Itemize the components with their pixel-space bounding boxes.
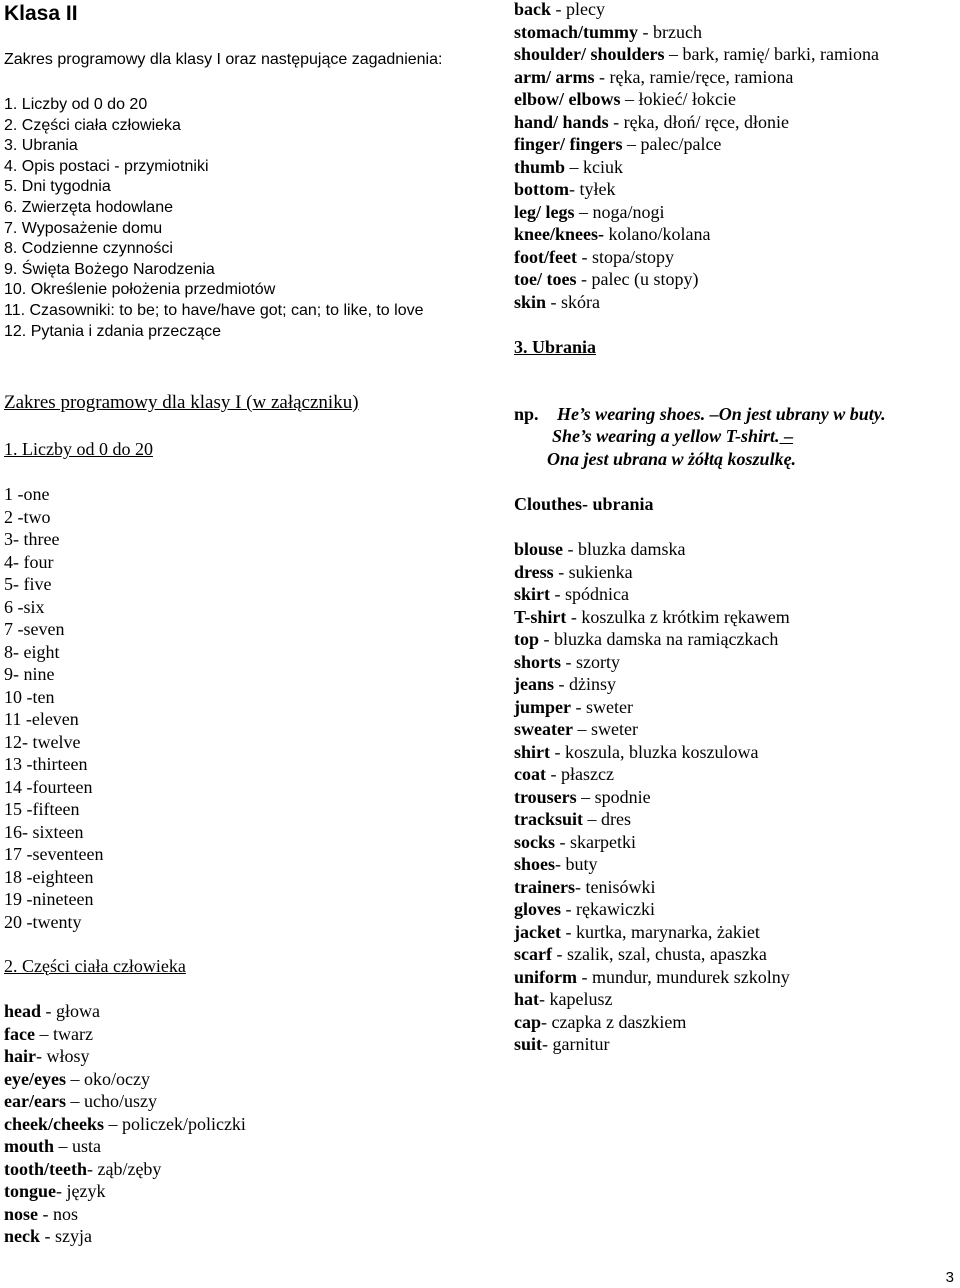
term-pl: - sukienka [553, 561, 633, 582]
term-en: suit [514, 1034, 543, 1054]
clothes-list [514, 538, 790, 1056]
body-parts-list-left [4, 1000, 246, 1248]
term-pl: - koszulka z krótkim rękawem [566, 606, 790, 627]
term-pl: - dżinsy [554, 674, 616, 694]
term-en: shoes [514, 854, 556, 874]
topic-item: 8. Codzienne czynności [4, 240, 173, 258]
term-en: thumb [514, 156, 566, 177]
topic-item: 4. Opis postaci - przymiotniki [4, 157, 209, 175]
body-part-item [514, 178, 879, 201]
term-en: coat [514, 764, 546, 784]
example-line-3 [547, 449, 796, 470]
topic-item: 9. Święta Bożego Narodzenia [4, 260, 215, 278]
number-item: 10 -ten [4, 686, 55, 707]
term-en: hat [514, 989, 540, 1009]
term-pl: - tenisówki [574, 876, 656, 897]
term-pl: - włosy [36, 1046, 90, 1066]
number-item: 19 -nineteen [4, 889, 94, 909]
clothes-item [514, 876, 790, 899]
term-pl: - szalik, szal, chusta, apaszka [551, 944, 767, 964]
term-en: tooth/teeth [4, 1158, 87, 1179]
number-item: 8- eight [4, 641, 60, 662]
term-pl: - stopa/stopy [576, 246, 674, 267]
clothes-item [514, 808, 790, 831]
term-en: shirt [514, 741, 550, 762]
number-item: 3- three [4, 529, 60, 549]
body-part-item [514, 88, 879, 111]
number-item: 1 -one [4, 484, 50, 504]
topics-list [4, 95, 424, 342]
term-pl: - bluzka damska [563, 539, 686, 559]
clothes-item [514, 741, 790, 764]
page-title: Klasa II [4, 2, 78, 25]
body-part-item [4, 1000, 246, 1023]
topic-item: 10. Określenie położenia przedmiotów [4, 281, 276, 299]
number-item: 6 -six [4, 596, 45, 617]
number-item: 15 -fifteen [4, 799, 80, 819]
body-part-item [514, 133, 879, 156]
term-pl: - szorty [561, 651, 620, 672]
term-en: jumper [514, 696, 571, 717]
term-pl: - język [56, 1181, 106, 1201]
term-en: foot/feet [514, 246, 577, 267]
term-en: head [4, 1001, 42, 1021]
body-part-item [4, 1068, 246, 1091]
number-item: 14 -fourteen [4, 776, 93, 797]
term-pl: – sweter [572, 719, 638, 739]
term-en: knee/knees- [514, 224, 604, 244]
example-prefix: np. [514, 404, 539, 424]
body-part-item [4, 1203, 246, 1226]
term-pl: - ręka, dłoń/ ręce, dłonie [608, 111, 789, 132]
body-part-item [514, 0, 879, 21]
term-en: arm/ arms [514, 66, 595, 87]
term-en: back [514, 0, 552, 19]
topic-item: 1. Liczby od 0 do 20 [4, 96, 148, 113]
topic-item: 11. Czasowniki: to be; to have/have got; can; to like, to love [4, 301, 424, 319]
clothes-subheading: Clouthes- ubrania [514, 494, 654, 514]
clothes-item [514, 763, 790, 786]
number-item: 11 -eleven [4, 709, 79, 729]
term-pl: - bluzka damska na ramiączkach [539, 629, 779, 649]
number-item: 7 -seven [4, 619, 65, 639]
clothes-item [514, 538, 790, 561]
term-pl: – usta [54, 1136, 102, 1156]
body-parts-heading: 2. Części ciała człowieka [4, 956, 186, 976]
term-pl: - mundur, mundurek szkolny [577, 966, 790, 987]
clothes-item [514, 988, 790, 1011]
clothes-item [514, 651, 790, 674]
term-pl: - brzuch [638, 21, 702, 42]
term-pl: - skóra [546, 291, 601, 312]
body-parts-list-right [514, 0, 879, 313]
term-pl: - spódnica [550, 584, 629, 604]
term-pl: – dres [583, 809, 631, 829]
term-pl: - tyłek [569, 179, 616, 199]
topic-item: 5. Dni tygodnia [4, 178, 111, 196]
term-pl: - kapelusz [539, 989, 613, 1009]
term-pl: – ucho/uszy [65, 1091, 157, 1111]
number-item: 4- four [4, 551, 54, 572]
body-part-item [4, 1090, 246, 1113]
clothes-item [514, 561, 790, 584]
term-en: cap [514, 1011, 541, 1032]
topic-item: 2. Części ciała człowieka [4, 116, 181, 134]
number-item: 17 -seventeen [4, 844, 104, 864]
number-item: 13 -thirteen [4, 754, 88, 774]
topic-item: 12. Pytania i zdania przeczące [4, 322, 222, 340]
term-en: tracksuit [514, 809, 583, 829]
term-pl: – oko/oczy [65, 1068, 150, 1089]
term-en: hand/ hands [514, 111, 609, 132]
section-heading: Zakres programowy dla klasy I (w załączniku) [4, 392, 359, 413]
term-en: sweater [514, 719, 573, 739]
clothes-item [514, 831, 790, 854]
body-part-item [4, 1023, 246, 1046]
body-part-item [514, 66, 879, 89]
term-en: eye/eyes [4, 1068, 66, 1089]
body-part-item [514, 43, 879, 66]
page-number: 3 [945, 1269, 954, 1286]
term-en: socks [514, 831, 556, 852]
term-en: blouse [514, 539, 564, 559]
number-item: 2 -two [4, 506, 51, 527]
term-pl: - sweter [571, 696, 633, 717]
term-en: uniform [514, 966, 577, 987]
term-en: trousers [514, 786, 577, 807]
number-item: 12- twelve [4, 731, 81, 752]
term-pl: - plecy [551, 0, 605, 19]
term-en: trainers [514, 876, 575, 897]
example-sentence-2: She’s wearing a yellow T-shirt. [552, 426, 780, 446]
body-part-item [4, 1113, 246, 1136]
topic-item: 3. Ubrania [4, 137, 78, 155]
body-part-item [514, 223, 879, 246]
term-pl: - płaszcz [545, 764, 614, 784]
body-part-item [514, 111, 879, 134]
example-dash: – [779, 426, 794, 446]
body-part-item [4, 1135, 246, 1158]
term-en: mouth [4, 1136, 55, 1156]
term-en: jacket [514, 921, 561, 942]
body-part-item [514, 291, 879, 314]
term-en: nose [4, 1203, 39, 1224]
intro-text: Zakres programowy dla klasy I oraz następujące zagadnienia: [4, 51, 443, 68]
example-sentence-3: Ona jest ubrana w żółtą koszulkę. [547, 449, 797, 469]
clothes-item [514, 1011, 790, 1034]
term-pl: - szyja [40, 1226, 92, 1246]
number-item: 16- sixteen [4, 821, 84, 842]
term-pl: – noga/nogi [574, 201, 665, 222]
term-en: gloves [514, 899, 561, 919]
clothes-item [514, 628, 790, 651]
term-pl: - rękawiczki [561, 899, 655, 919]
term-pl: – policzek/policzki [103, 1113, 246, 1134]
term-pl: - garnitur [542, 1034, 610, 1054]
clothes-item [514, 966, 790, 989]
body-part-item [4, 1225, 246, 1248]
clothes-item [514, 583, 790, 606]
clothes-item [514, 673, 790, 696]
number-item: 18 -eighteen [4, 866, 94, 887]
clothes-item [514, 1033, 790, 1056]
clothes-heading: 3. Ubrania [514, 337, 597, 357]
term-pl: - głowa [41, 1001, 100, 1021]
term-en: cheek/cheeks [4, 1113, 104, 1134]
clothes-item [514, 696, 790, 719]
example-line-1 [514, 404, 886, 425]
term-en: shorts [514, 651, 562, 672]
term-en: jeans [514, 674, 554, 694]
term-en: leg/ legs [514, 201, 575, 222]
topic-item: 7. Wyposażenie domu [4, 219, 163, 237]
term-en: hair [4, 1046, 37, 1066]
term-en: toe/ toes [514, 269, 577, 289]
term-en: skirt [514, 584, 550, 604]
numbers-list [4, 483, 103, 933]
body-part-item [4, 1158, 246, 1181]
body-part-item [514, 246, 879, 269]
number-item: 20 -twenty [4, 911, 82, 932]
term-en: scarf [514, 944, 552, 964]
clothes-item [514, 718, 790, 741]
term-en: tongue [4, 1181, 57, 1201]
number-item: 5- five [4, 574, 52, 594]
term-en: ear/ears [4, 1091, 66, 1111]
clothes-item [514, 943, 790, 966]
term-en: bottom [514, 179, 569, 199]
term-en: stomach/tummy [514, 21, 638, 42]
term-en: dress [514, 561, 554, 582]
term-en: top [514, 629, 540, 649]
term-pl: - ząb/zęby [86, 1158, 162, 1179]
topic-item: 6. Zwierzęta hodowlane [4, 198, 173, 216]
term-pl: - kurtka, marynarka, żakiet [560, 921, 760, 942]
term-pl: - nos [38, 1203, 79, 1224]
clothes-item [514, 786, 790, 809]
term-pl: - ręka, ramie/ręce, ramiona [594, 66, 794, 87]
clothes-item [514, 921, 790, 944]
term-pl: – twarz [34, 1023, 93, 1044]
term-pl: – kciuk [565, 156, 624, 177]
term-en: T-shirt [514, 606, 567, 627]
term-en: shoulder/ shoulders [514, 44, 665, 64]
clothes-item [514, 853, 790, 876]
term-en: face [4, 1023, 35, 1044]
term-pl: - czapka z daszkiem [541, 1011, 687, 1032]
term-en: skin [514, 291, 547, 312]
body-part-item [4, 1180, 246, 1203]
body-part-item [514, 156, 879, 179]
term-pl: - skarpetki [555, 831, 636, 852]
clothes-item [514, 606, 790, 629]
numbers-heading: 1. Liczby od 0 do 20 [4, 439, 153, 459]
term-pl: kolano/kolana [604, 224, 711, 244]
number-item: 9- nine [4, 664, 55, 684]
term-pl: - buty [555, 854, 598, 874]
body-part-item [514, 268, 879, 291]
term-en: elbow/ elbows [514, 89, 621, 109]
term-pl: – spodnie [576, 786, 651, 807]
body-part-item [514, 21, 879, 44]
example-line-2 [552, 426, 793, 447]
term-pl: – bark, ramię/ barki, ramiona [664, 44, 879, 64]
body-part-item [4, 1045, 246, 1068]
clothes-item [514, 898, 790, 921]
term-pl: – palec/palce [622, 134, 722, 154]
term-en: neck [4, 1226, 40, 1246]
term-pl: - koszula, bluzka koszulowa [550, 741, 759, 762]
term-en: finger/ fingers [514, 134, 623, 154]
body-part-item [514, 201, 879, 224]
term-pl: – łokieć/ łokcie [620, 89, 736, 109]
example-sentence-1: He’s wearing shoes. –On jest ubrany w buty. [557, 404, 886, 424]
term-pl: - palec (u stopy) [576, 269, 699, 289]
